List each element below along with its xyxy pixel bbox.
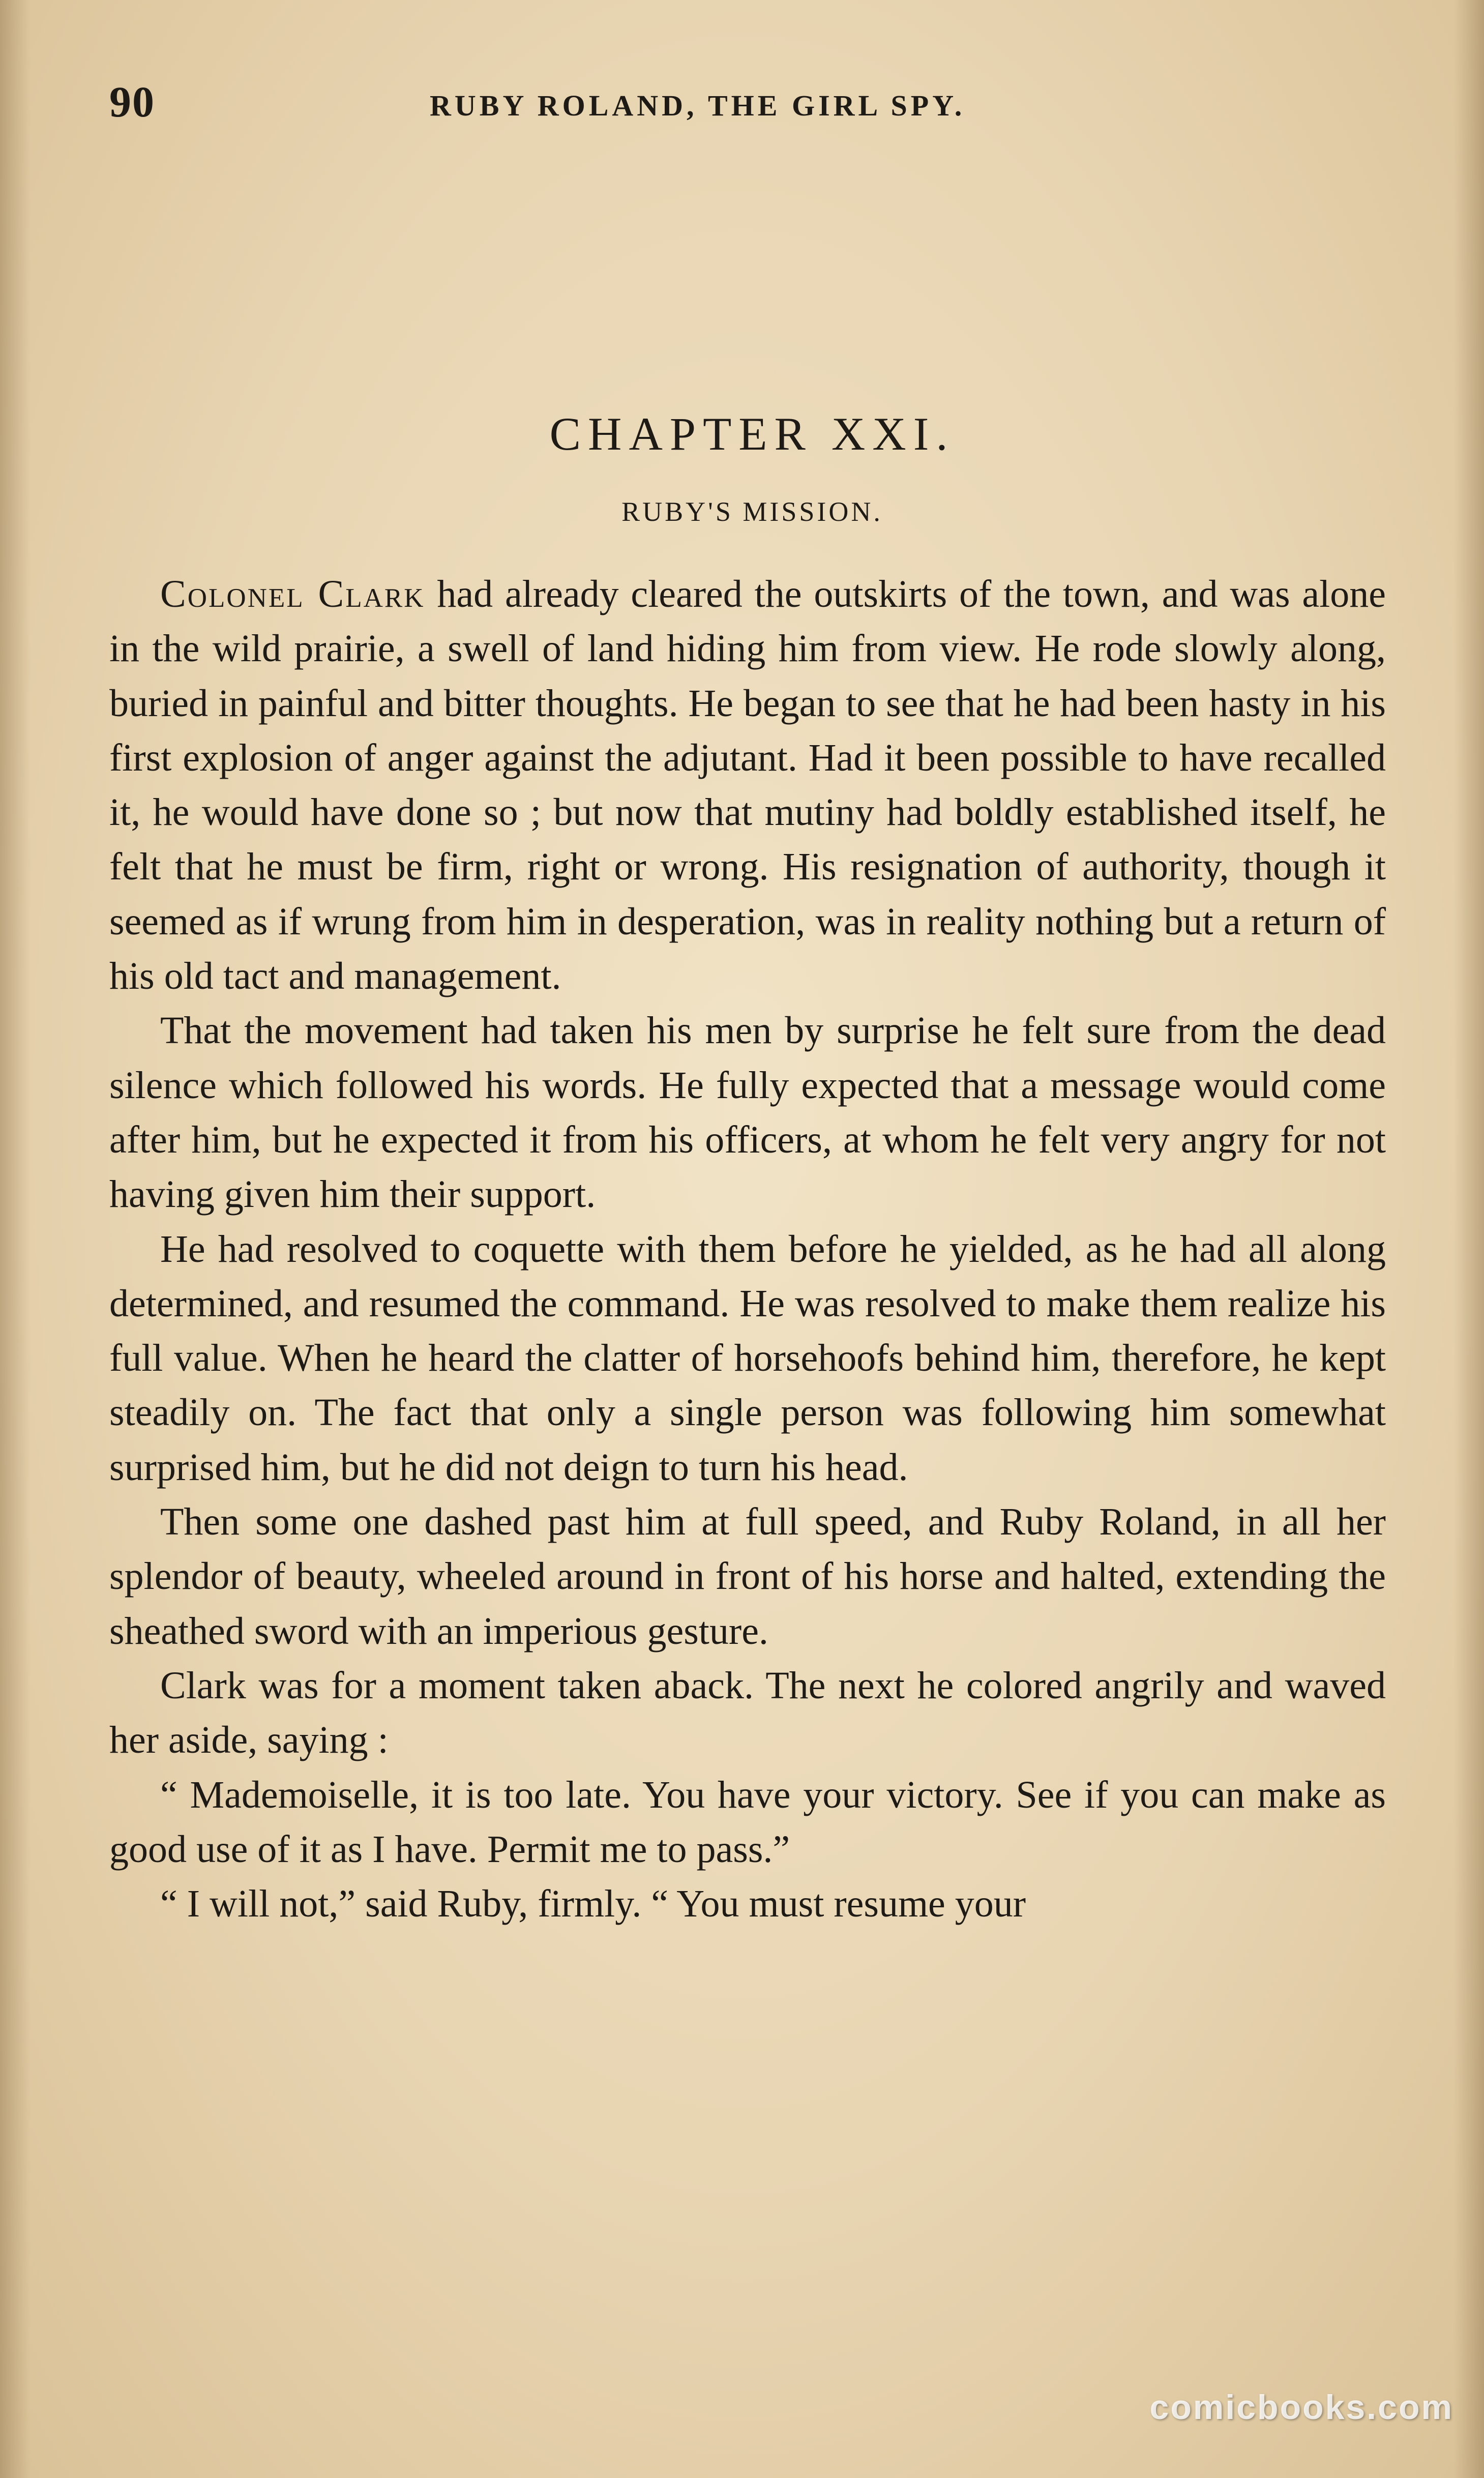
paragraph-lead: Colonel Clark	[160, 573, 425, 615]
chapter-title: CHAPTER XXI.	[549, 408, 955, 460]
body-text	[109, 567, 1386, 1931]
paragraph: “ I will not,” said Ruby, firmly. “ You must resume your	[160, 1882, 1026, 1926]
running-head	[109, 76, 1386, 137]
running-title: RUBY ROLAND, THE GIRL SPY.	[430, 89, 966, 122]
page-edge-right	[1453, 0, 1484, 2478]
paragraph: Then some one dashed past him at full speed, and Ruby Roland, in all her splendor of beauty, wheeled around in front of his horse and halted, extending the sheathed sword with an imperious gesture.	[109, 1500, 1386, 1653]
page-number: 90	[109, 77, 155, 126]
paragraph: He had resolved to coquette with them before he yielded, as he had all along determined, and resumed the command. He was resolved to make them realize his full value. When he heard the clatter of horsehoofs behind him, therefore, he kept steadily on. The fact that only a single person was following him somewhat surprised him, but he did not deign to turn his head.	[109, 1227, 1386, 1489]
chapter-subtitle: RUBY'S MISSION.	[621, 496, 883, 527]
paragraph-text: had already cleared the outskirts of the town, and was alone in the wild prairie, a swell of land hiding him from view. He rode slowly along, buried in painful and bitter thoughts. He began to see that he had been hasty in his first explosion of anger against the adjutant. Had it been possible to have recalled it, he would have done so ; but now that mutiny had boldly established itself, he felt that he must be firm, right or wrong. His resignation of authority, though it seemed as if wrung from him in desperation, was in reality nothing but a return of his old tact and management.	[109, 573, 1386, 998]
page-edge-left	[0, 0, 31, 2478]
watermark: comicbooks.com	[1149, 2388, 1453, 2427]
paragraph: That the movement had taken his men by surprise he felt sure from the dead silence which followed his words. He fully expected that a message would come after him, but he expected it from his officers, at whom he felt very angry for not having given him their support.	[109, 1009, 1386, 1216]
paragraph	[109, 567, 1386, 1004]
paragraph: Clark was for a moment taken aback. The next he colored angrily and waved her aside, saying :	[109, 1664, 1386, 1762]
paragraph: “ Mademoiselle, it is too late. You have your victory. See if you can make as good use of it as I have. Permit me to pass.”	[109, 1773, 1386, 1871]
